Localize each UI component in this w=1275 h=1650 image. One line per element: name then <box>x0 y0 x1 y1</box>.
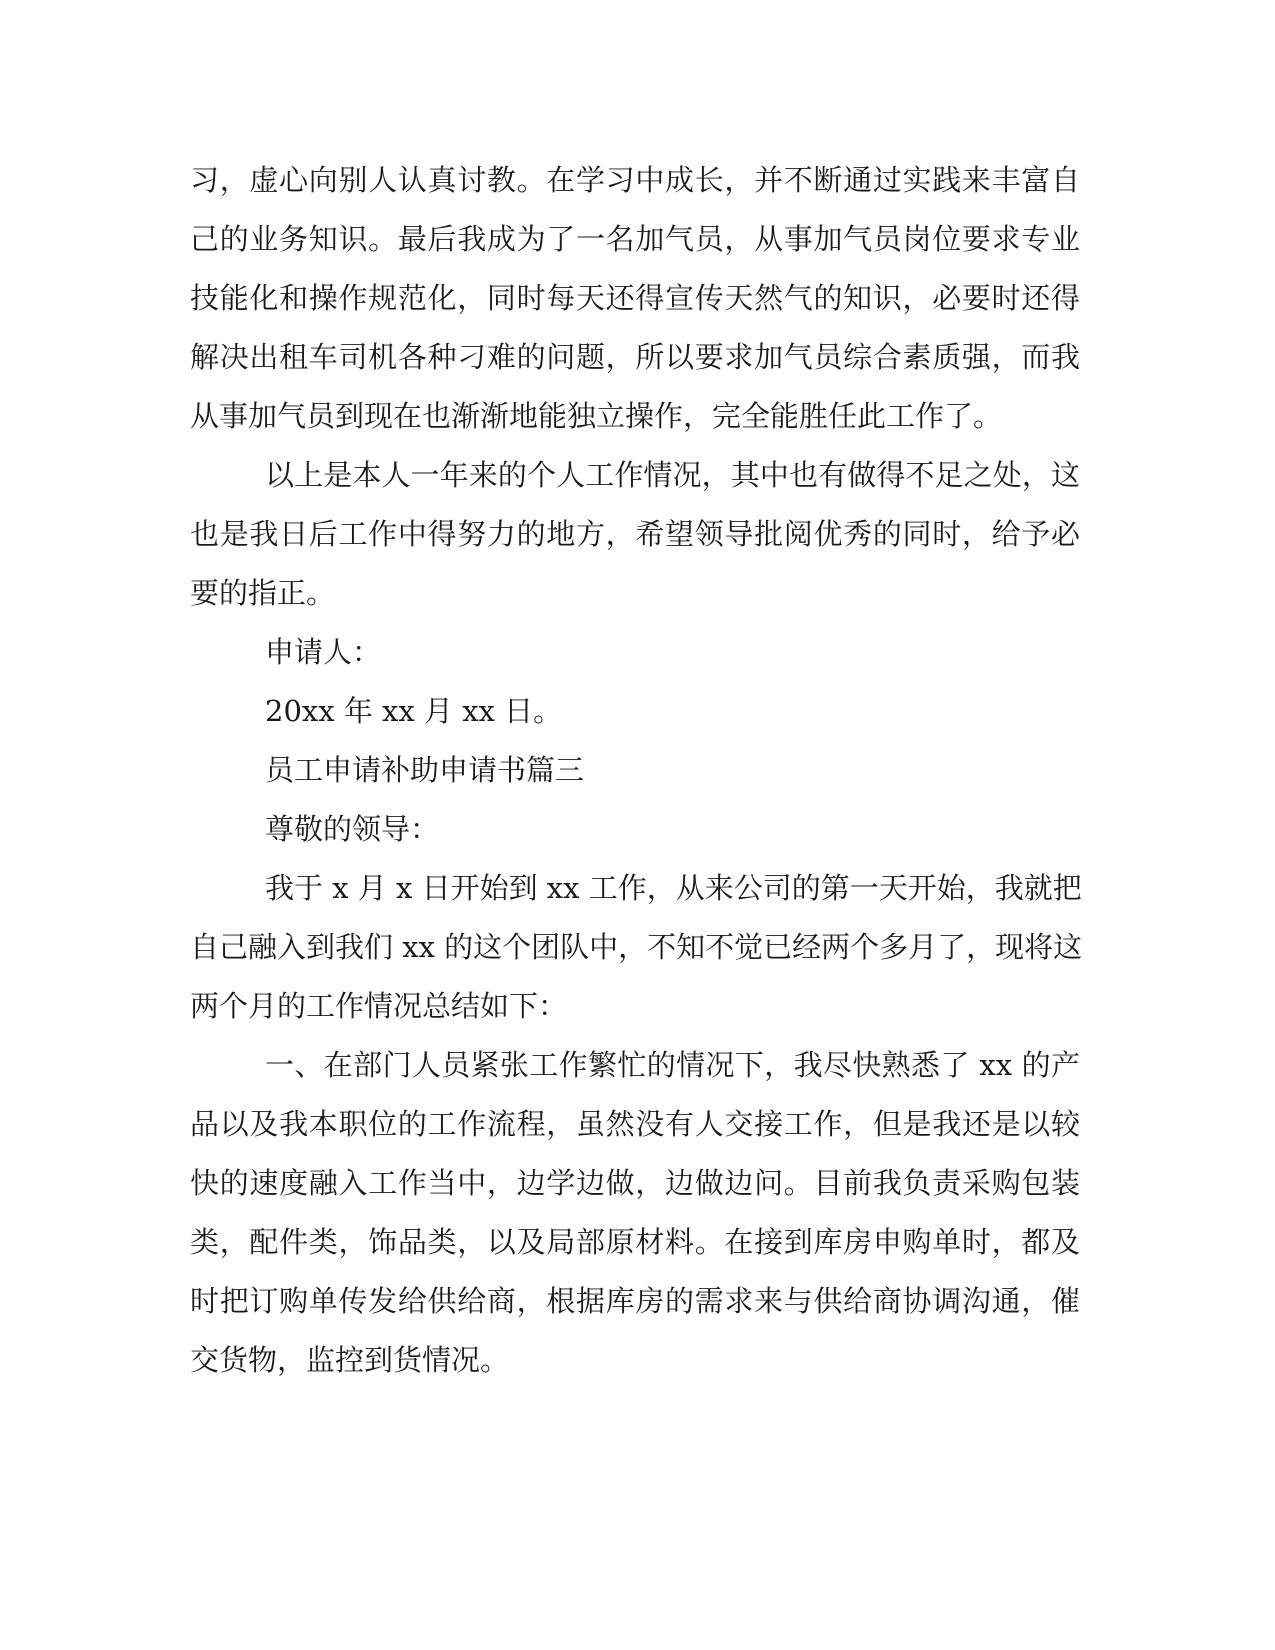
paragraph-first-line: 一、在部门人员紧张工作繁忙的情况下，我尽快熟悉了 xx 的产 <box>265 1048 1080 1082</box>
body-text-line: 技能化和操作规范化，同时每天还得宣传天然气的知识，必要时还得 <box>190 281 1080 315</box>
body-text-line: 要的指正。 <box>190 576 336 610</box>
date-line: 20xx 年 xx 月 xx 日。 <box>265 694 563 728</box>
body-text-line: 也是我日后工作中得努力的地方，希望领导批阅优秀的同时，给予必 <box>190 517 1080 551</box>
body-text-line: 品以及我本职位的工作流程，虽然没有人交接工作，但是我还是以较 <box>190 1107 1080 1141</box>
body-text-line: 时把订购单传发给供给商，根据库房的需求来与供给商协调沟通，催 <box>190 1284 1080 1318</box>
body-text-line: 快的速度融入工作当中，边学边做，边做边问。目前我负责采购包装 <box>190 1166 1080 1200</box>
body-text-line: 类，配件类，饰品类，以及局部原材料。在接到库房申购单时，都及 <box>190 1225 1080 1259</box>
salutation: 尊敬的领导： <box>265 812 440 846</box>
applicant-label: 申请人： <box>265 635 382 669</box>
body-text-line: 习，虚心向别人认真讨教。在学习中成长，并不断通过实践来丰富自 <box>190 163 1080 197</box>
section-title: 员工申请补助申请书篇三 <box>265 753 585 787</box>
paragraph-first-line: 以上是本人一年来的个人工作情况，其中也有做得不足之处，这 <box>265 458 1080 492</box>
paragraph-first-line: 我于 x 月 x 日开始到 xx 工作，从来公司的第一天开始，我就把 <box>265 871 1082 905</box>
body-text-line: 从事加气员到现在也渐渐地能独立操作，完全能胜任此工作了。 <box>190 399 1003 433</box>
body-text-line: 解决出租车司机各种刁难的问题，所以要求加气员综合素质强，而我 <box>190 340 1080 374</box>
body-text-line: 交货物，监控到货情况。 <box>190 1343 510 1377</box>
body-text-line: 自己融入到我们 xx 的这个团队中，不知不觉已经两个多月了，现将这 <box>190 930 1083 964</box>
body-text-line: 己的业务知识。最后我成为了一名加气员，从事加气员岗位要求专业 <box>190 222 1080 256</box>
body-text-line: 两个月的工作情况总结如下： <box>190 989 568 1023</box>
